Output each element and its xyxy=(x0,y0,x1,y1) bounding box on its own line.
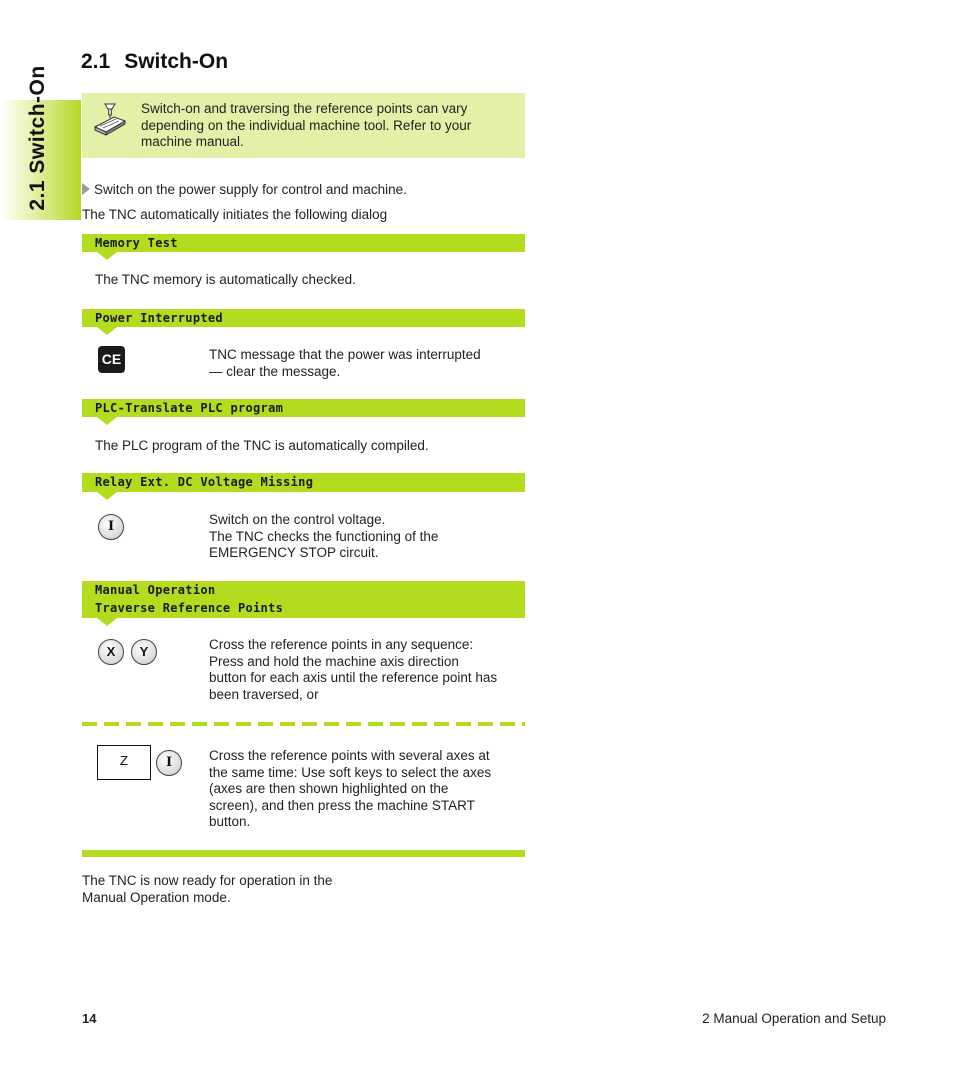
note-line: depending on the individual machine tool. Refer to your xyxy=(141,117,472,133)
machine-note-box xyxy=(82,93,525,158)
desc-line: Press and hold the machine axis direction xyxy=(209,653,459,669)
dialog-pointer xyxy=(97,618,117,626)
dialog-bar-memory-test xyxy=(82,234,525,252)
desc-line: Switch on the control voltage. xyxy=(209,512,386,527)
desc-line: Cross the reference points in any sequence: xyxy=(209,637,474,652)
desc-line: the same time: Use soft keys to select the axes xyxy=(209,764,492,780)
dialog-pointer xyxy=(97,417,117,425)
ce-key-button[interactable]: CE xyxy=(98,346,125,373)
dialog-label: Manual Operation xyxy=(95,583,216,597)
step-switch-on xyxy=(82,182,407,199)
step-arrow-icon xyxy=(82,183,90,195)
desc-line: EMERGENCY STOP circuit. xyxy=(209,545,379,560)
plc-translate-description: The PLC program of the TNC is automatically compiled. xyxy=(95,438,429,453)
dialog-pointer xyxy=(97,252,117,260)
conclusion-line: Manual Operation mode. xyxy=(82,889,231,905)
section-heading xyxy=(81,50,228,74)
dialog-end-bar xyxy=(82,850,525,857)
side-tab-title xyxy=(14,64,62,212)
alternative-divider xyxy=(82,722,525,726)
dialog-intro-text: The TNC automatically initiates the following dialog xyxy=(82,207,388,222)
desc-line: been traversed, or xyxy=(209,686,319,702)
manual-operation-description xyxy=(209,637,527,703)
desc-line: (axes are then shown highlighted on the xyxy=(209,781,449,796)
axis-z-softkey[interactable]: Z xyxy=(97,745,151,780)
memory-test-description: The TNC memory is automatically checked. xyxy=(95,272,356,287)
relay-description xyxy=(209,512,525,562)
control-voltage-on-key[interactable]: I xyxy=(98,514,124,540)
axis-y-key[interactable]: Y xyxy=(131,639,157,665)
dialog-bar-plc-translate xyxy=(82,399,525,417)
machine-note-icon xyxy=(92,101,128,137)
axis-x-key[interactable]: X xyxy=(98,639,124,665)
dialog-pointer xyxy=(97,492,117,500)
dialog-label: Power Interrupted xyxy=(95,311,223,325)
dialog-label: Relay Ext. DC Voltage Missing xyxy=(95,475,314,489)
desc-line: screen), and then press the machine START xyxy=(209,797,475,813)
dialog-bar-manual-operation xyxy=(82,581,525,618)
conclusion-line: The TNC is now ready for operation in the xyxy=(82,873,333,888)
dialog-pointer xyxy=(97,327,117,335)
section-number: 2.1 xyxy=(81,50,111,73)
note-line: Switch-on and traversing the reference points can vary xyxy=(141,101,468,116)
page-number: 14 xyxy=(82,1011,97,1026)
dialog-bar-relay xyxy=(82,473,525,492)
machine-note-text xyxy=(141,101,516,151)
desc-line: The TNC checks the functioning of the xyxy=(209,528,439,544)
desc-line: TNC message that the power was interrupted xyxy=(209,347,481,362)
step-text: Switch on the power supply for control and machine. xyxy=(94,182,407,197)
desc-line: button. xyxy=(209,814,251,829)
note-line: machine manual. xyxy=(141,134,244,149)
dialog-bar-power-interrupted xyxy=(82,309,525,327)
desc-line: Cross the reference points with several axes at xyxy=(209,748,490,763)
side-tab-label: 2.1 Switch-On xyxy=(26,65,49,211)
multi-axis-description xyxy=(209,748,527,831)
desc-line: — clear the message. xyxy=(209,363,341,379)
dialog-label: PLC-Translate PLC program xyxy=(95,401,284,415)
chapter-footer: 2 Manual Operation and Setup xyxy=(702,1011,886,1026)
section-title: Switch-On xyxy=(124,50,229,73)
desc-line: button for each axis until the reference point has xyxy=(209,670,498,685)
conclusion-text xyxy=(82,873,332,906)
dialog-label: Memory Test xyxy=(95,236,178,250)
power-interrupted-description xyxy=(209,347,525,380)
machine-start-key[interactable]: I xyxy=(156,750,182,776)
dialog-label: Traverse Reference Points xyxy=(95,601,284,615)
